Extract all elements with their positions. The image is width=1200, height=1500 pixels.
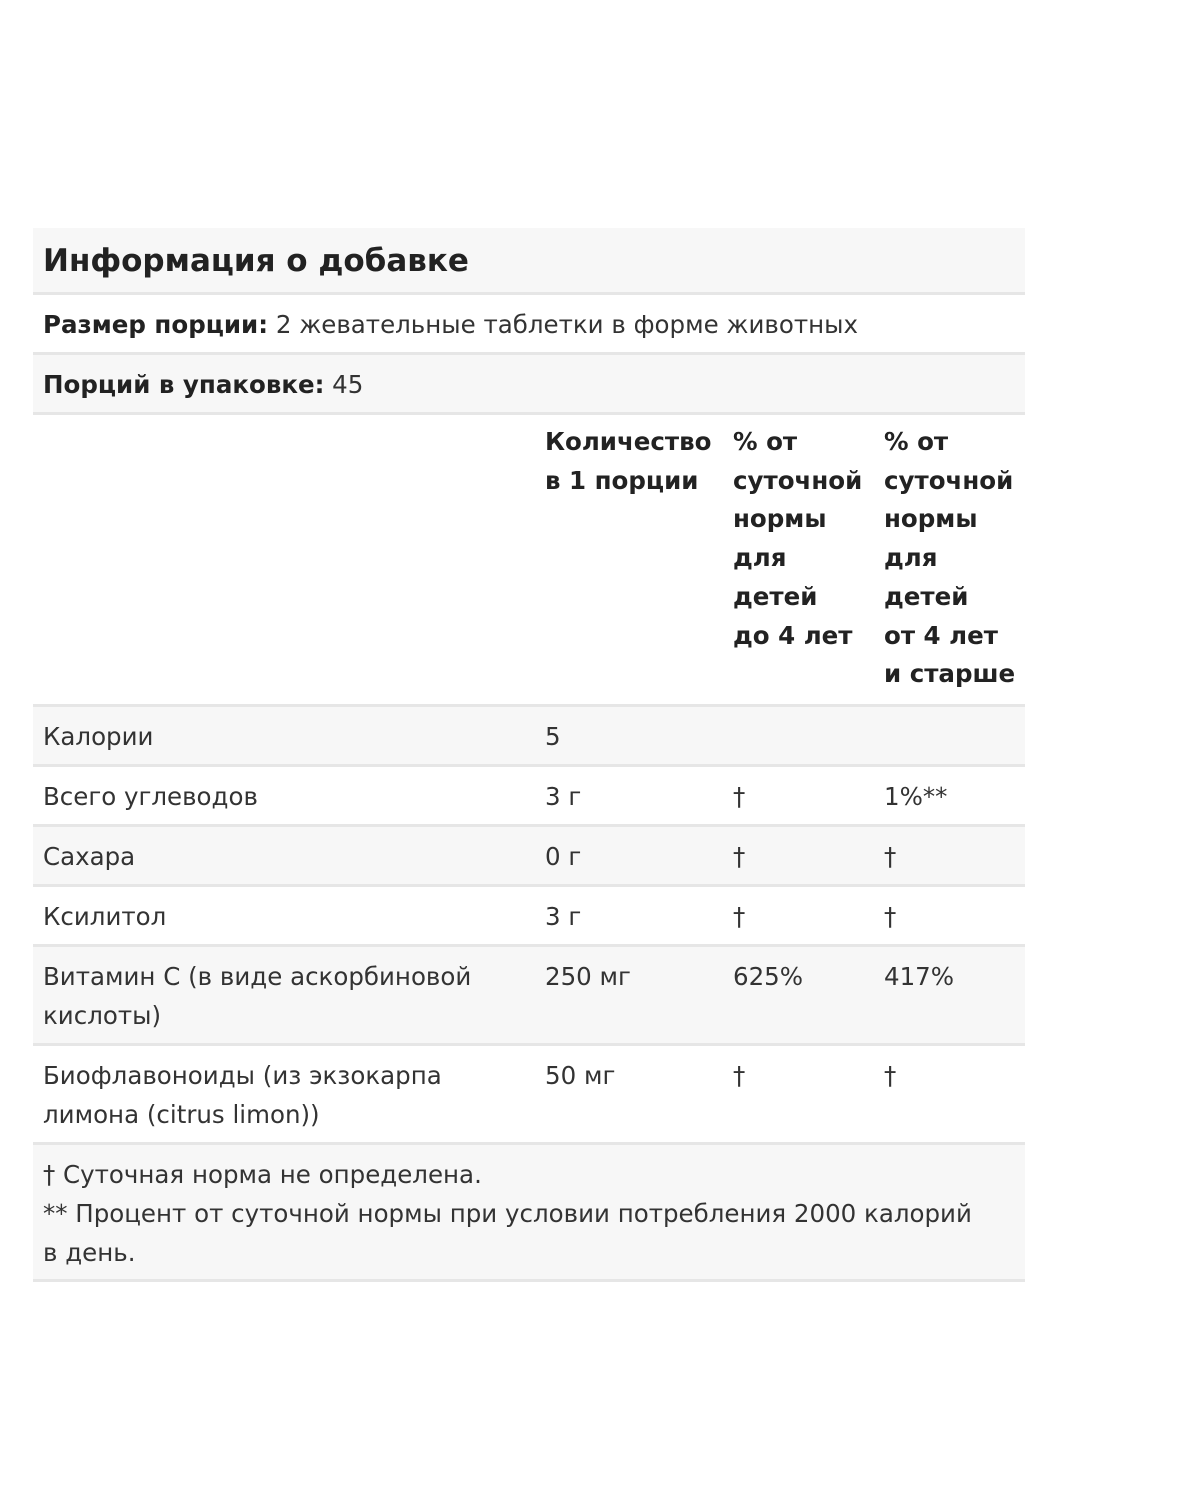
table-row: [33, 947, 1025, 1046]
header-amount: Количество в 1 порции: [545, 427, 712, 495]
table-header-row: [33, 415, 1025, 707]
nutrient-dv-under4: †: [733, 1061, 746, 1090]
table-row: [33, 887, 1025, 947]
table-row: [33, 827, 1025, 887]
nutrient-amount: 50 мг: [545, 1061, 616, 1090]
nutrient-name: Ксилитол: [43, 902, 167, 931]
nutrient-name: Калории: [43, 722, 154, 751]
nutrient-amount: 3 г: [545, 902, 582, 931]
nutrient-amount: 5: [545, 722, 561, 751]
nutrient-dv-under4: †: [733, 782, 746, 811]
nutrient-name: Витамин С (в виде аскорбиновой кислоты): [43, 962, 472, 1030]
nutrient-amount: 0 г: [545, 842, 582, 871]
table-row: [33, 767, 1025, 827]
nutrient-name: Сахара: [43, 842, 136, 871]
nutrient-amount: 3 г: [545, 782, 582, 811]
nutrient-dv-under4: †: [733, 902, 746, 931]
panel-title: Информация о добавке: [33, 228, 1025, 295]
nutrient-dv-over4: 1%**: [884, 782, 948, 811]
servings-per-container-label: Порций в упаковке:: [43, 370, 325, 399]
table-row: [33, 707, 1025, 767]
table-row: [33, 1046, 1025, 1145]
servings-per-container-row: [33, 355, 1025, 415]
supplement-facts-panel: [33, 228, 1025, 1282]
serving-size-label: Размер порции:: [43, 310, 269, 339]
serving-size-value: 2 жевательные таблетки в форме животных: [268, 310, 858, 339]
nutrient-dv-over4: †: [884, 1061, 897, 1090]
nutrient-dv-under4: †: [733, 842, 746, 871]
nutrient-dv-over4: †: [884, 902, 897, 931]
nutrient-dv-under4: 625%: [733, 962, 804, 991]
nutrient-dv-over4: †: [884, 842, 897, 871]
serving-size-row: [33, 295, 1025, 355]
header-dv-over4: % от суточной нормы для детей от 4 лет и старше: [884, 427, 1016, 689]
footnote: † Суточная норма не определена. ** Процент от суточной нормы при условии потребления 2000 калорий в день.: [33, 1145, 1025, 1282]
servings-per-container-value: 45: [324, 370, 364, 399]
nutrient-amount: 250 мг: [545, 962, 631, 991]
nutrient-name: Биофлавоноиды (из экзокарпа лимона (citrus limon)): [43, 1061, 442, 1129]
nutrient-dv-over4: 417%: [884, 962, 955, 991]
header-dv-under4: % от суточной нормы для детей до 4 лет: [733, 427, 863, 650]
nutrient-name: Всего углеводов: [43, 782, 258, 811]
